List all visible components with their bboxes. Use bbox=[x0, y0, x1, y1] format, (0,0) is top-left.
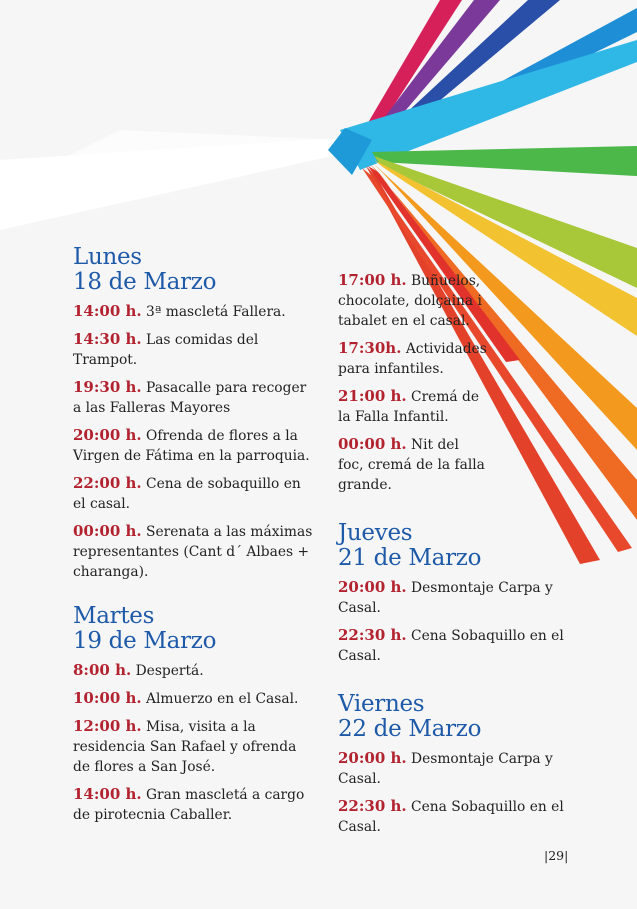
day-block-viernes bbox=[338, 692, 568, 837]
event-item bbox=[338, 338, 488, 379]
event-text: Pasacalle para recoger a las Falleras Mayores bbox=[73, 380, 307, 416]
event-time: 8:00 h. bbox=[73, 661, 132, 679]
event-item bbox=[73, 473, 313, 514]
event-text: Serenata a las máximas representantes (Cant d´ Albaes + charanga). bbox=[73, 524, 313, 580]
day-block-martes bbox=[73, 604, 313, 825]
event-time: 19:30 h. bbox=[73, 378, 142, 396]
event-text: Gran mascletá a cargo de pirotecnia Caballer. bbox=[73, 787, 305, 823]
event-time: 12:00 h. bbox=[73, 717, 142, 735]
martes-continued bbox=[338, 270, 488, 495]
event-time: 22:00 h. bbox=[73, 474, 142, 492]
event-text: Buñuelos, chocolate, dolçaina i tabalet en el casal. bbox=[338, 273, 482, 329]
event-time: 20:00 h. bbox=[338, 749, 407, 767]
event-item bbox=[338, 748, 568, 789]
day-heading: Martes bbox=[73, 603, 155, 629]
day-heading: Lunes bbox=[73, 244, 142, 270]
event-text: Despertá. bbox=[135, 663, 204, 679]
event-time: 10:00 h. bbox=[73, 689, 142, 707]
event-time: 22:30 h. bbox=[338, 797, 407, 815]
day-block-jueves bbox=[338, 521, 568, 666]
event-item bbox=[73, 521, 313, 582]
event-text: Nit del foc, cremá de la falla grande. bbox=[338, 437, 485, 493]
day-heading: Jueves bbox=[338, 520, 413, 546]
day-heading: Viernes bbox=[338, 691, 425, 717]
event-time: 20:00 h. bbox=[73, 426, 142, 444]
event-item bbox=[338, 434, 488, 495]
event-time: 22:30 h. bbox=[338, 626, 407, 644]
event-item bbox=[73, 688, 313, 709]
event-text: Cena Sobaquillo en el Casal. bbox=[338, 799, 564, 835]
day-date: 19 de Marzo bbox=[73, 628, 217, 654]
event-item bbox=[73, 301, 313, 322]
event-text: Misa, visita a la residencia San Rafael y ofrenda de flores a San José. bbox=[73, 719, 297, 775]
event-item bbox=[338, 270, 488, 331]
day-date: 22 de Marzo bbox=[338, 716, 482, 742]
event-item bbox=[73, 716, 313, 777]
event-time: 17:30h. bbox=[338, 339, 402, 357]
right-column bbox=[338, 270, 568, 851]
event-time: 21:00 h. bbox=[338, 387, 407, 405]
event-item bbox=[338, 625, 568, 666]
event-text: Las comidas del Trampot. bbox=[73, 332, 259, 368]
event-text: Cena Sobaquillo en el Casal. bbox=[338, 628, 564, 664]
event-text: Desmontaje Carpa y Casal. bbox=[338, 751, 553, 787]
event-time: 00:00 h. bbox=[73, 522, 142, 540]
event-time: 17:00 h. bbox=[338, 271, 407, 289]
event-item bbox=[73, 784, 313, 825]
event-time: 20:00 h. bbox=[338, 578, 407, 596]
event-item bbox=[338, 796, 568, 837]
event-item bbox=[73, 660, 313, 681]
event-time: 14:00 h. bbox=[73, 302, 142, 320]
event-text: Ofrenda de flores a la Virgen de Fátima en la parroquia. bbox=[73, 428, 310, 464]
left-column bbox=[73, 245, 313, 839]
event-item bbox=[73, 377, 313, 418]
day-block-lunes bbox=[73, 245, 313, 582]
event-text: Cremá de la Falla Infantil. bbox=[338, 389, 480, 425]
day-date: 21 de Marzo bbox=[338, 545, 482, 571]
event-text: Cena de sobaquillo en el casal. bbox=[73, 476, 301, 512]
event-text: Actividades para infantiles. bbox=[338, 341, 487, 377]
event-item bbox=[73, 425, 313, 466]
event-time: 00:00 h. bbox=[338, 435, 407, 453]
event-item bbox=[338, 386, 488, 427]
event-text: Desmontaje Carpa y Casal. bbox=[338, 580, 553, 616]
event-time: 14:30 h. bbox=[73, 330, 142, 348]
day-date: 18 de Marzo bbox=[73, 269, 217, 295]
event-text: Almuerzo en el Casal. bbox=[146, 691, 299, 707]
event-item bbox=[73, 329, 313, 370]
page-number: |29| bbox=[544, 848, 569, 863]
event-text: 3ª mascletá Fallera. bbox=[146, 304, 286, 320]
event-time: 14:00 h. bbox=[73, 785, 142, 803]
event-item bbox=[338, 577, 568, 618]
